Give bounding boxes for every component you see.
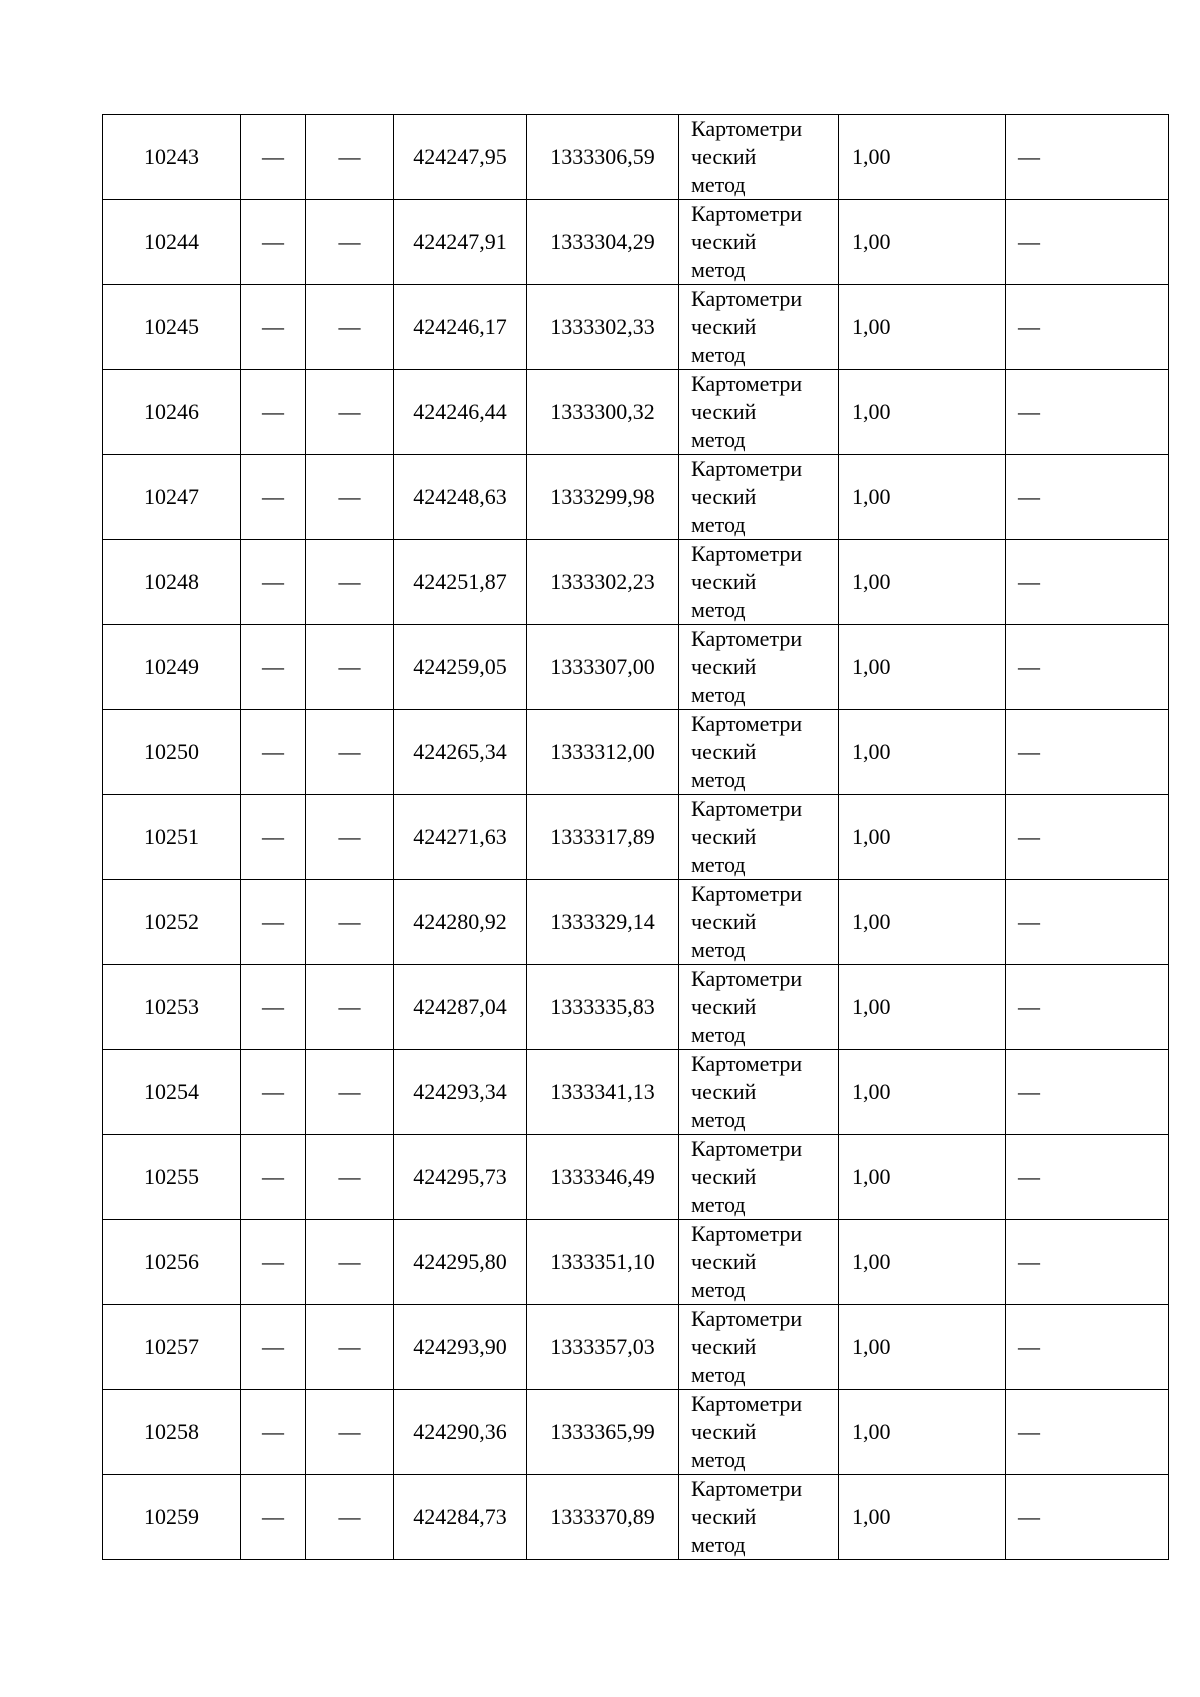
table-row — [103, 1220, 1169, 1305]
table-row — [103, 710, 1169, 795]
note-cell: — — [1006, 710, 1169, 795]
note-cell: — — [1006, 455, 1169, 540]
point-number-cell: 10257 — [103, 1305, 241, 1390]
x-coordinate-cell: 424290,36 — [394, 1390, 527, 1475]
precision-cell: 1,00 — [839, 625, 1006, 710]
precision-cell: 1,00 — [839, 965, 1006, 1050]
empty-value-cell: — — [241, 115, 306, 200]
point-number-cell: 10244 — [103, 200, 241, 285]
point-number-cell: 10254 — [103, 1050, 241, 1135]
method-text: Картометри ческий метод — [691, 201, 803, 282]
method-cell — [679, 880, 839, 965]
precision-cell: 1,00 — [839, 1305, 1006, 1390]
precision-cell: 1,00 — [839, 1135, 1006, 1220]
method-cell — [679, 200, 839, 285]
method-cell — [679, 115, 839, 200]
empty-value-cell: — — [306, 370, 394, 455]
x-coordinate-cell: 424246,44 — [394, 370, 527, 455]
note-cell: — — [1006, 880, 1169, 965]
empty-value-cell: — — [241, 625, 306, 710]
table-row — [103, 625, 1169, 710]
method-text: Картометри ческий метод — [691, 541, 803, 622]
coordinates-table — [102, 114, 1169, 1560]
x-coordinate-cell: 424293,90 — [394, 1305, 527, 1390]
method-cell — [679, 370, 839, 455]
x-coordinate-cell: 424271,63 — [394, 795, 527, 880]
precision-cell: 1,00 — [839, 370, 1006, 455]
empty-value-cell: — — [306, 285, 394, 370]
y-coordinate-cell: 1333329,14 — [527, 880, 679, 965]
empty-value-cell: — — [306, 540, 394, 625]
y-coordinate-cell: 1333302,23 — [527, 540, 679, 625]
note-cell: — — [1006, 795, 1169, 880]
point-number-cell: 10255 — [103, 1135, 241, 1220]
y-coordinate-cell: 1333370,89 — [527, 1475, 679, 1560]
precision-cell: 1,00 — [839, 115, 1006, 200]
method-text: Картометри ческий метод — [691, 881, 803, 962]
method-text: Картометри ческий метод — [691, 286, 803, 367]
x-coordinate-cell: 424246,17 — [394, 285, 527, 370]
point-number-cell: 10249 — [103, 625, 241, 710]
precision-cell: 1,00 — [839, 1390, 1006, 1475]
method-text: Картометри ческий метод — [691, 1136, 803, 1217]
table-row — [103, 285, 1169, 370]
precision-cell: 1,00 — [839, 200, 1006, 285]
point-number-cell: 10251 — [103, 795, 241, 880]
precision-cell: 1,00 — [839, 710, 1006, 795]
x-coordinate-cell: 424248,63 — [394, 455, 527, 540]
note-cell: — — [1006, 285, 1169, 370]
method-cell — [679, 540, 839, 625]
method-text: Картометри ческий метод — [691, 796, 803, 877]
method-cell — [679, 1220, 839, 1305]
table-row — [103, 1050, 1169, 1135]
note-cell: — — [1006, 1305, 1169, 1390]
point-number-cell: 10246 — [103, 370, 241, 455]
empty-value-cell: — — [306, 1305, 394, 1390]
point-number-cell: 10248 — [103, 540, 241, 625]
table-row — [103, 1475, 1169, 1560]
empty-value-cell: — — [306, 1475, 394, 1560]
empty-value-cell: — — [306, 710, 394, 795]
method-text: Картометри ческий метод — [691, 371, 803, 452]
empty-value-cell: — — [241, 540, 306, 625]
method-cell — [679, 795, 839, 880]
table-row — [103, 200, 1169, 285]
note-cell: — — [1006, 625, 1169, 710]
empty-value-cell: — — [241, 370, 306, 455]
empty-value-cell: — — [241, 795, 306, 880]
method-cell — [679, 455, 839, 540]
empty-value-cell: — — [306, 880, 394, 965]
table-row — [103, 540, 1169, 625]
y-coordinate-cell: 1333357,03 — [527, 1305, 679, 1390]
x-coordinate-cell: 424251,87 — [394, 540, 527, 625]
precision-cell: 1,00 — [839, 1050, 1006, 1135]
precision-cell: 1,00 — [839, 1220, 1006, 1305]
y-coordinate-cell: 1333306,59 — [527, 115, 679, 200]
point-number-cell: 10252 — [103, 880, 241, 965]
empty-value-cell: — — [306, 1220, 394, 1305]
point-number-cell: 10256 — [103, 1220, 241, 1305]
empty-value-cell: — — [241, 1390, 306, 1475]
empty-value-cell: — — [241, 200, 306, 285]
y-coordinate-cell: 1333351,10 — [527, 1220, 679, 1305]
point-number-cell: 10250 — [103, 710, 241, 795]
note-cell: — — [1006, 1220, 1169, 1305]
empty-value-cell: — — [241, 1305, 306, 1390]
empty-value-cell: — — [241, 965, 306, 1050]
table-row — [103, 880, 1169, 965]
empty-value-cell: — — [306, 795, 394, 880]
table-row — [103, 965, 1169, 1050]
table-row — [103, 795, 1169, 880]
table-body — [103, 115, 1169, 1560]
method-text: Картометри ческий метод — [691, 711, 803, 792]
point-number-cell: 10259 — [103, 1475, 241, 1560]
empty-value-cell: — — [241, 455, 306, 540]
empty-value-cell: — — [241, 1475, 306, 1560]
x-coordinate-cell: 424295,73 — [394, 1135, 527, 1220]
empty-value-cell: — — [306, 455, 394, 540]
method-text: Картометри ческий метод — [691, 1051, 803, 1132]
table-row — [103, 1135, 1169, 1220]
method-cell — [679, 965, 839, 1050]
table-row — [103, 1305, 1169, 1390]
point-number-cell: 10253 — [103, 965, 241, 1050]
note-cell: — — [1006, 1135, 1169, 1220]
method-cell — [679, 1390, 839, 1475]
method-cell — [679, 625, 839, 710]
table-row — [103, 115, 1169, 200]
method-text: Картометри ческий метод — [691, 1306, 803, 1387]
point-number-cell: 10245 — [103, 285, 241, 370]
table-row — [103, 1390, 1169, 1475]
empty-value-cell: — — [306, 625, 394, 710]
empty-value-cell: — — [306, 1135, 394, 1220]
method-text: Картометри ческий метод — [691, 1476, 803, 1557]
method-cell — [679, 710, 839, 795]
method-cell — [679, 1475, 839, 1560]
note-cell: — — [1006, 540, 1169, 625]
precision-cell: 1,00 — [839, 795, 1006, 880]
note-cell: — — [1006, 1050, 1169, 1135]
y-coordinate-cell: 1333317,89 — [527, 795, 679, 880]
point-number-cell: 10247 — [103, 455, 241, 540]
x-coordinate-cell: 424247,95 — [394, 115, 527, 200]
point-number-cell: 10258 — [103, 1390, 241, 1475]
empty-value-cell: — — [241, 1050, 306, 1135]
empty-value-cell: — — [306, 965, 394, 1050]
note-cell: — — [1006, 965, 1169, 1050]
precision-cell: 1,00 — [839, 540, 1006, 625]
note-cell: — — [1006, 115, 1169, 200]
empty-value-cell: — — [241, 285, 306, 370]
table-row — [103, 370, 1169, 455]
empty-value-cell: — — [241, 1220, 306, 1305]
method-cell — [679, 1135, 839, 1220]
empty-value-cell: — — [306, 1050, 394, 1135]
point-number-cell: 10243 — [103, 115, 241, 200]
note-cell: — — [1006, 1390, 1169, 1475]
method-cell — [679, 285, 839, 370]
x-coordinate-cell: 424265,34 — [394, 710, 527, 795]
x-coordinate-cell: 424295,80 — [394, 1220, 527, 1305]
empty-value-cell: — — [241, 880, 306, 965]
y-coordinate-cell: 1333302,33 — [527, 285, 679, 370]
y-coordinate-cell: 1333341,13 — [527, 1050, 679, 1135]
method-cell — [679, 1305, 839, 1390]
empty-value-cell: — — [306, 115, 394, 200]
method-text: Картометри ческий метод — [691, 1221, 803, 1302]
y-coordinate-cell: 1333312,00 — [527, 710, 679, 795]
method-text: Картометри ческий метод — [691, 966, 803, 1047]
empty-value-cell: — — [241, 710, 306, 795]
x-coordinate-cell: 424280,92 — [394, 880, 527, 965]
x-coordinate-cell: 424293,34 — [394, 1050, 527, 1135]
y-coordinate-cell: 1333307,00 — [527, 625, 679, 710]
note-cell: — — [1006, 370, 1169, 455]
x-coordinate-cell: 424259,05 — [394, 625, 527, 710]
empty-value-cell: — — [241, 1135, 306, 1220]
y-coordinate-cell: 1333299,98 — [527, 455, 679, 540]
method-text: Картометри ческий метод — [691, 1391, 803, 1472]
empty-value-cell: — — [306, 1390, 394, 1475]
x-coordinate-cell: 424287,04 — [394, 965, 527, 1050]
y-coordinate-cell: 1333304,29 — [527, 200, 679, 285]
table-row — [103, 455, 1169, 540]
method-text: Картометри ческий метод — [691, 456, 803, 537]
note-cell: — — [1006, 1475, 1169, 1560]
method-text: Картометри ческий метод — [691, 626, 803, 707]
precision-cell: 1,00 — [839, 285, 1006, 370]
precision-cell: 1,00 — [839, 880, 1006, 965]
x-coordinate-cell: 424284,73 — [394, 1475, 527, 1560]
precision-cell: 1,00 — [839, 1475, 1006, 1560]
empty-value-cell: — — [306, 200, 394, 285]
y-coordinate-cell: 1333335,83 — [527, 965, 679, 1050]
precision-cell: 1,00 — [839, 455, 1006, 540]
method-cell — [679, 1050, 839, 1135]
y-coordinate-cell: 1333365,99 — [527, 1390, 679, 1475]
note-cell: — — [1006, 200, 1169, 285]
method-text: Картометри ческий метод — [691, 116, 803, 197]
y-coordinate-cell: 1333346,49 — [527, 1135, 679, 1220]
y-coordinate-cell: 1333300,32 — [527, 370, 679, 455]
x-coordinate-cell: 424247,91 — [394, 200, 527, 285]
